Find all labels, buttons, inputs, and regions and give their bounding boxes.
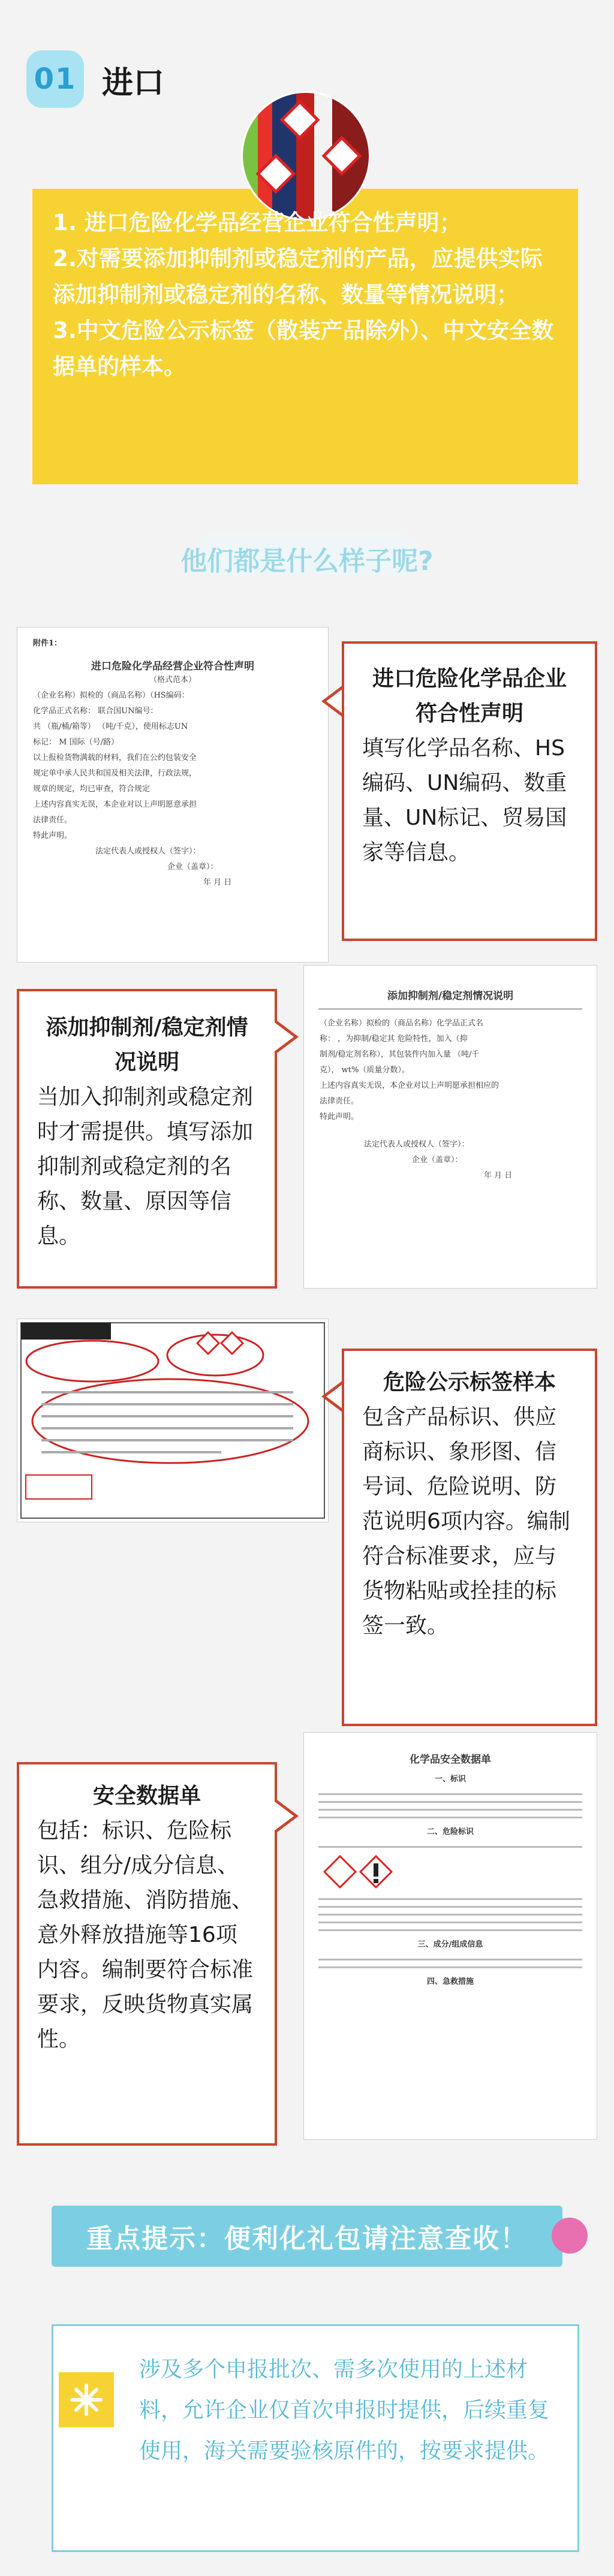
- divider: [318, 1846, 582, 1848]
- card-title: 添加抑制剂/稳定剂情况说明: [46, 1015, 248, 1075]
- divider: [318, 1929, 582, 1931]
- doc-line: 法定代表人或授权人（签字）：: [95, 847, 201, 856]
- key-tip-banner: 重点提示：便利化礼包请注意查收！: [86, 2224, 528, 2254]
- card-label: [342, 1349, 597, 1726]
- card-title: 进口危险化学品企业符合性声明: [372, 666, 567, 726]
- card-title: 危险公示标签样本: [383, 1370, 556, 1395]
- doc-line: 附件1：: [33, 639, 62, 648]
- ghs-pictograms-icon: [322, 1854, 394, 1890]
- card-sds: [17, 1762, 277, 2146]
- doc-line: 四、急救措施: [426, 1977, 474, 1986]
- divider: [318, 1801, 582, 1803]
- divider: [318, 1809, 582, 1811]
- doc-line: （企业名称）拟检的（商品名称）化学品正式名: [320, 1019, 484, 1028]
- doc-line: 企业（盖章）：: [412, 1156, 463, 1165]
- doc-title: 添加抑制剂/稳定剂情况说明: [387, 990, 514, 1002]
- card-body: 包括：标识、危险标识、组分/成分信息、急救措施、消防措施、意外释放措施等16项内容。编制要符合标准要求，反映货物真实属性。: [37, 1818, 254, 2052]
- doc-sample-declaration: [17, 627, 329, 963]
- callout-pointer: [275, 1019, 299, 1055]
- section-number-badge: 01: [26, 50, 84, 108]
- doc-line: （企业名称）拟检的（商品名称）（HS编码：: [33, 691, 189, 700]
- doc-line: 上述内容真实无误，本企业对以上声明愿意承担: [33, 800, 197, 809]
- divider: [318, 1906, 582, 1908]
- doc-line: 法律责任。: [320, 1097, 359, 1106]
- doc-line: 特此声明。: [33, 831, 73, 840]
- divider: [318, 1914, 582, 1916]
- doc-line: 年 月 日: [484, 1171, 513, 1180]
- doc-line: 称： ，为抑制/稳定其 危险特性，加入（抑: [320, 1034, 468, 1043]
- doc-line: 二、危险标识: [426, 1827, 474, 1836]
- doc-title: 进口危险化学品经营企业符合性声明: [91, 660, 254, 672]
- doc-line: 化学品正式名称： 联合国UN编号：: [33, 707, 158, 716]
- requirements-list: [53, 205, 562, 385]
- section-title: 进口: [102, 65, 165, 101]
- doc-line: 三、成分/组成信息: [417, 1940, 483, 1949]
- subtitle: 他们都是什么样子呢?: [180, 546, 434, 577]
- card-inhibitor: [17, 989, 277, 1289]
- doc-line: 以上报检货物满载的材料，我们在公约包装安全: [33, 753, 197, 762]
- doc-line: 法律责任。: [33, 816, 73, 825]
- callout-pointer: [275, 1798, 299, 1834]
- divider: [318, 1959, 582, 1960]
- divider: [318, 1817, 582, 1818]
- doc-line: 年 月 日: [203, 878, 232, 887]
- doc-line: 标记： M 国际（号/路）: [33, 738, 119, 747]
- card-body: 填写化学品名称、HS编码、UN编码、数重量、UN标记、贸易国家等信息。: [362, 736, 567, 865]
- doc-line: 一、标识: [434, 1775, 466, 1784]
- hazard-label-sample-image: [17, 1319, 328, 1522]
- doc-line: 共 （瓶/桶/箱等） （吨/千克），使用标志UN: [33, 722, 188, 731]
- requirement-item: 3.中文危险公示标签（散装产品除外）、中文安全数据单的样本。: [53, 318, 554, 379]
- divider: [318, 1898, 582, 1900]
- doc-line: 规定单中承人民共和国及相关法律，行政法规，: [33, 769, 197, 778]
- doc-sample-sds: [303, 1732, 597, 2140]
- note-text: 涉及多个申报批次、需多次使用的上述材料，允许企业仅首次申报时提供，后续重复使用，海关需要验核原件的，按要求提供。: [139, 2357, 550, 2463]
- doc-line: 特此声明。: [320, 1112, 359, 1121]
- requirement-item: 1. 进口危险化学品经营企业符合性声明；: [53, 210, 462, 236]
- doc-line: 企业（盖章）：: [167, 862, 218, 871]
- doc-line: （格式范本）: [149, 675, 196, 684]
- requirement-item: 2.对需要添加抑制剂或稳定剂的产品，应提供实际添加抑制剂或稳定剂的名称、数量等情况说明；: [53, 246, 543, 307]
- star-icon: [59, 2372, 114, 2427]
- divider: [318, 1922, 582, 1923]
- doc-sample-label: [17, 1319, 329, 1522]
- doc-line: 法定代表人或授权人（签字）：: [364, 1140, 469, 1149]
- doc-line: 上述内容真实无误，本企业对以上声明愿承担相应的: [320, 1081, 499, 1090]
- doc-line: 制剂/稳定剂名称），其包装件内加入量 （吨/千: [320, 1050, 480, 1059]
- doc-sample-inhibitor: [303, 965, 597, 1289]
- card-declaration: [342, 641, 597, 941]
- divider: [318, 1966, 582, 1968]
- divider: [318, 1793, 582, 1795]
- card-title: 安全数据单: [92, 1784, 201, 1808]
- divider: [318, 1008, 582, 1010]
- card-body: 当加入抑制剂或稳定剂时才需提供。填写添加抑制剂或稳定剂的名称、数量、原因等信息。: [37, 1085, 254, 1248]
- card-body: 包含产品标识、供应商标识、象形图、信号词、危险说明、防范说明6项内容。编制符合标准要求，应与货物粘贴或拴挂的标签一致。: [362, 1405, 570, 1638]
- doc-line: 规章的规定，均已审查，符合规定: [33, 785, 151, 794]
- doc-title: 化学品安全数据单: [410, 1754, 491, 1766]
- doc-line: 克）， wt%（质量分数）。: [320, 1066, 410, 1075]
